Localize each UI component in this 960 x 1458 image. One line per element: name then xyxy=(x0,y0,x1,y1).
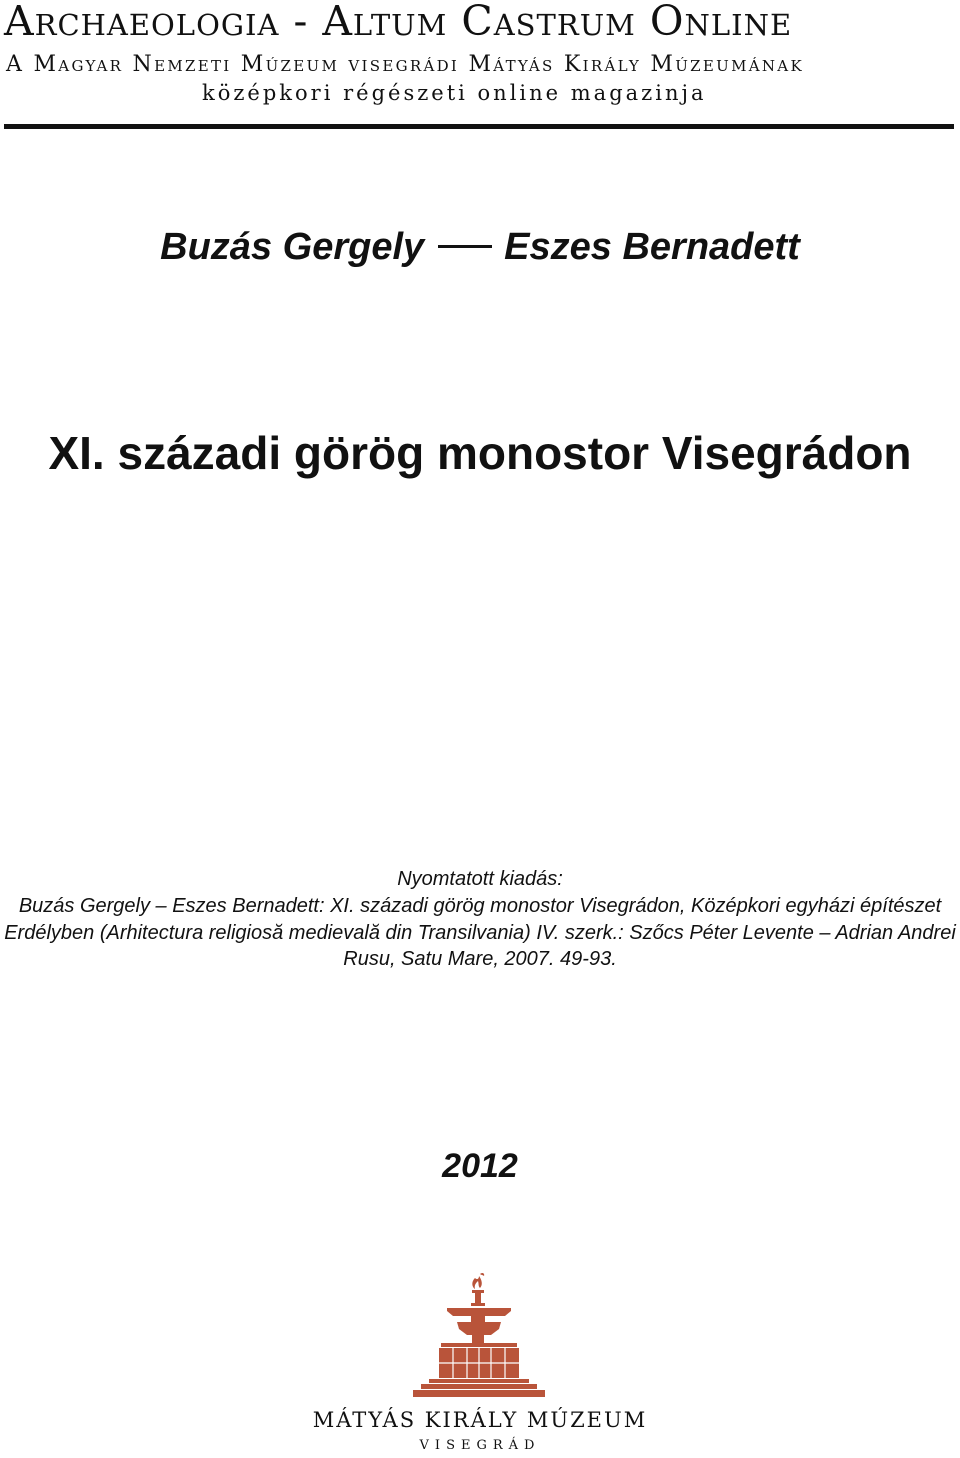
museum-name: MÁTYÁS KIRÁLY MÚZEUM xyxy=(312,1408,648,1432)
publication-year: 2012 xyxy=(442,1147,518,1185)
print-edition-label: Nyomtatott kiadás: xyxy=(397,868,563,890)
museum-city: VISEGRÁD xyxy=(419,1438,541,1453)
journal-subtitle: A Magyar Nemzeti Múzeum visegrádi Mátyás Király Múzeumának xyxy=(6,52,804,77)
author-name: Buzás Gergely xyxy=(160,226,425,268)
fountain-icon xyxy=(409,1270,549,1398)
author-name: Eszes Bernadett xyxy=(504,226,800,268)
journal-title: Archaeologia - Altum Castrum Online xyxy=(4,0,793,45)
author-separator xyxy=(438,245,492,248)
article-authors xyxy=(0,224,960,270)
article-title: XI. századi görög monostor Visegrádon xyxy=(48,427,912,479)
journal-subtitle-line2: középkori régészeti online magazinja xyxy=(202,81,707,105)
print-edition-citation: Buzás Gergely – Eszes Bernadett: XI. századi görög monostor Visegrádon, Középkori egyházi építészet Erdélyben (Arhitectura religiosă medievală din Transilvania) IV. szerk.: Szőcs Péter Levente – Adrian Andrei Rusu, Satu Mare, 2007. 49-93. xyxy=(4,895,956,970)
header-divider xyxy=(4,124,954,129)
